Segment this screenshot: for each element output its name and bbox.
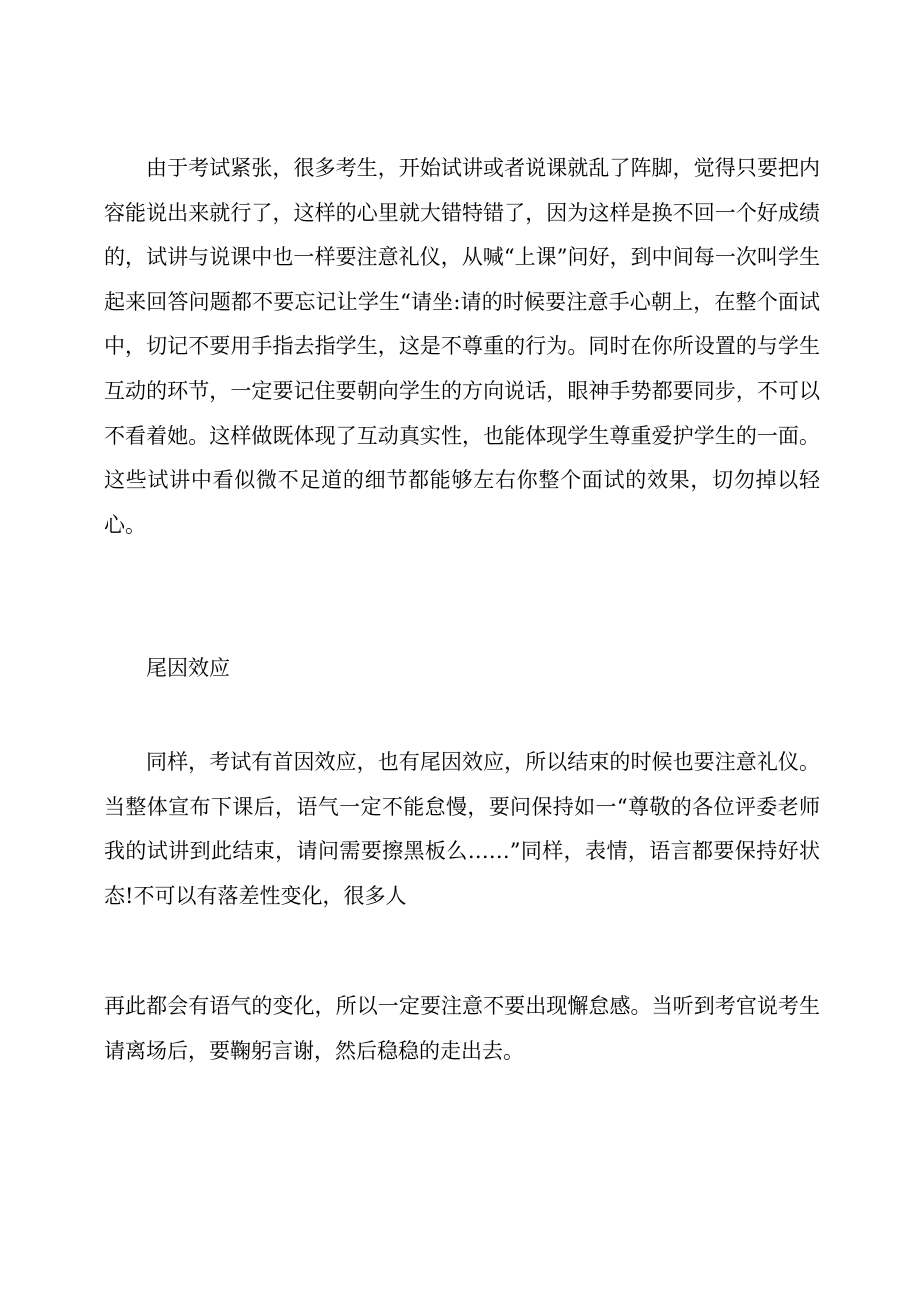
body-paragraph-continuation: 再此都会有语气的变化，所以一定要注意不要出现懈怠感。当听到考官说考生请离场后，要鞠躬言谢，然后稳稳的走出去。 [104, 994, 820, 1063]
body-paragraph-etiquette: 由于考试紧张，很多考生，开始试讲或者说课就乱了阵脚，觉得只要把内容能说出来就行了，这样的心里就大错特错了，因为这样是换不回一个好成绩的，试讲与说课中也一样要注意礼仪，从喊“上课”问好，到中间每一次叫学生起来回答问题都不要忘记让学生“请坐:请的时候要注意手心朝上，在整个面试中，切记不要用手指去指学生，这是不尊重的行为。同时在你所设置的与学生互动的环节，一定要记住要朝向学生的方向说话，眼神手势都要同步，不可以不看着她。这样做既体现了互动真实性，也能体现学生尊重爱护学生的一面。这些试讲中看似微不足道的细节都能够左右你整个面试的效果，切勿掉以轻心。 [104, 156, 820, 537]
body-paragraph-ending-etiquette: 同样，考试有首因效应，也有尾因效应，所以结束的时候也要注意礼仪。当整体宣布下课后，语气一定不能怠慢，要问保持如一“尊敬的各位评委老师我的试讲到此结束，请问需要擦黑板么……”同样，表情，语言都要保持好状态!不可以有落差性变化，很多人 [104, 750, 820, 908]
section-heading-recency-effect: 尾因效应 [146, 656, 230, 680]
